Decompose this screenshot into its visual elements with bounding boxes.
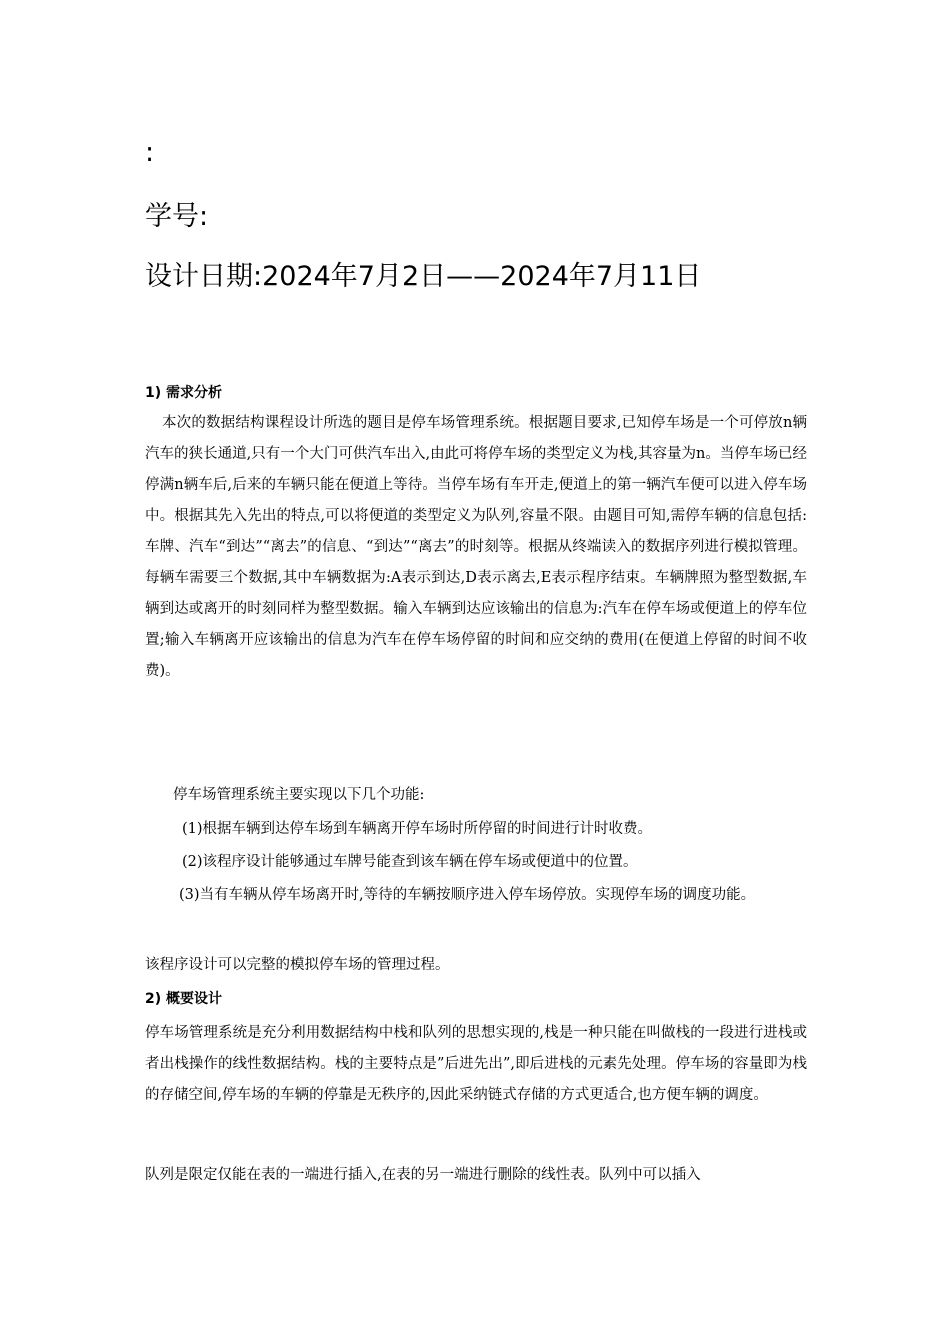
functions-intro: 停车场管理系统主要实现以下几个功能: xyxy=(173,787,425,803)
requirements-paragraph: 本次的数据结构课程设计所选的题目是停车场管理系统。根据题目要求,已知停车场是一个可停放n辆汽车的狭长通道,只有一个大门可供汽车出入,由此可将停车场的类型定义为栈,其容量为n。当停车场已经停满n辆车后,后来的车辆只能在便道上等待。当停车场有车开走,便道上的第一辆汽车便可以进入停车场中。根据其先入先出的特点,可以将便道的类型定义为队列,容量不限。由题目可知,需停车辆的信息包括:车牌、汽车“到达”“离去”的信息、“到达”“离去”的时刻等。根据从终端读入的数据序列进行模拟管理。每辆车需要三个数据,其中车辆数据为:A表示到达,D表示离去,E表示程序结束。车辆牌照为整型数据,车辆到达或离开的时刻同样为整型数据。输入车辆到达应该输出的信息为:汽车在停车场或便道上的停车位置;输入车辆离开应该输出的信息为汽车在停车场停留的时间和应交纳的费用(在便道上停留的时间不收费)。 xyxy=(145,415,807,679)
design-date: 设计日期:2024年7月2日——2024年7月11日 xyxy=(145,261,702,292)
function-item-1: (1)根据车辆到达停车场到车辆离开停车场时所停留的时间进行计时收费。 xyxy=(182,821,653,837)
section-1-heading: 1) 需求分析 xyxy=(145,385,223,401)
cover-colon: : xyxy=(145,137,155,168)
function-item-2: (2)该程序设计能够通过车牌号能查到该车辆在停车场或便道中的位置。 xyxy=(182,854,638,870)
queue-paragraph: 队列是限定仅能在表的一端进行插入,在表的另一端进行删除的线性表。队列中可以插入 xyxy=(145,1167,701,1183)
function-item-3: (3)当有车辆从停车场离开时,等待的车辆按顺序进入停车场停放。实现停车场的调度功能。 xyxy=(179,887,756,903)
student-id-label: 学号: xyxy=(145,201,209,232)
section-2-heading: 2) 概要设计 xyxy=(145,991,223,1007)
summary-line: 该程序设计可以完整的模拟停车场的管理过程。 xyxy=(145,957,450,973)
stack-paragraph: 停车场管理系统是充分利用数据结构中栈和队列的思想实现的,栈是一种只能在叫做栈的一段进行进栈或者出栈操作的线性数据结构。栈的主要特点是”后进先出”,即后进栈的元素先处理。停车场的容量即为栈的存储空间,停车场的车辆的停靠是无秩序的,因此采纳链式存储的方式更适合,也方便车辆的调度。 xyxy=(145,1025,807,1103)
